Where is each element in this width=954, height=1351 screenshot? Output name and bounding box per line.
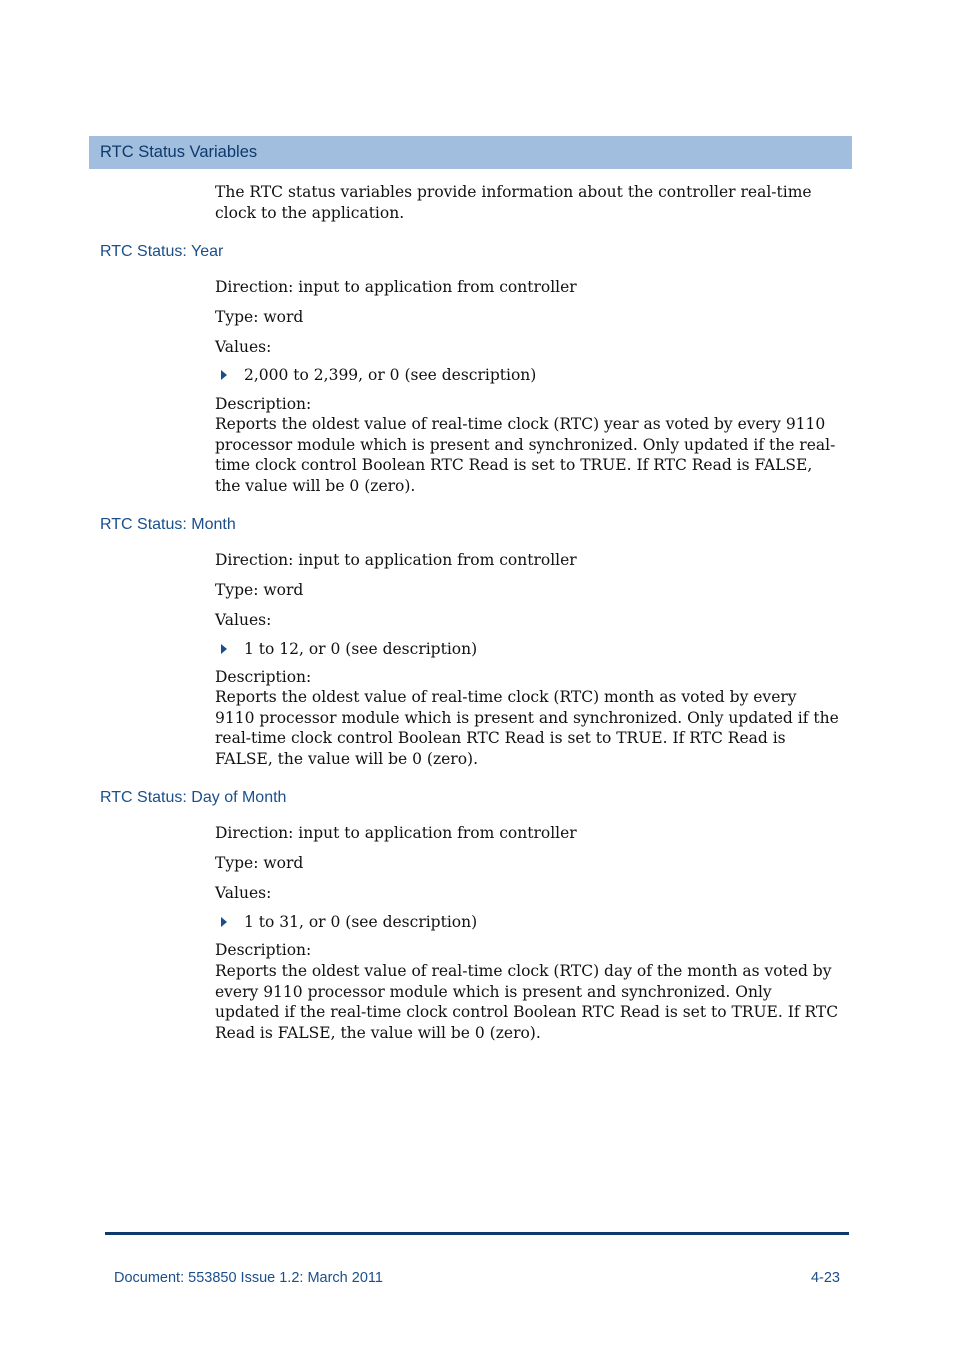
type-text: Type: word	[215, 308, 304, 326]
section-title: RTC Status Variables	[100, 143, 258, 161]
section-header-bar	[89, 136, 852, 169]
footer-document-info: Document: 553850 Issue 1.2: March 2011	[114, 1270, 383, 1286]
page-number: 4-23	[810, 1270, 840, 1286]
description-label: Description:	[215, 395, 312, 413]
description-text: Reports the oldest value of real-time clock (RTC) day of the month as voted by every 9110 processor module which is present and synchronized. Only updated if the real-time clock control Boolean RTC Read is set to TRUE. If RTC Read is FALSE, the value will be 0 (zero).	[215, 962, 839, 1042]
subheading-day-of-month: RTC Status: Day of Month	[100, 789, 287, 806]
type-text: Type: word	[215, 854, 304, 872]
value-range-text: 1 to 31, or 0 (see description)	[244, 913, 478, 931]
subheading-month: RTC Status: Month	[100, 516, 236, 533]
description-label: Description:	[215, 941, 312, 959]
triangle-bullet-icon	[221, 644, 227, 654]
description-label: Description:	[215, 668, 312, 686]
description-text: Reports the oldest value of real-time clock (RTC) month as voted by every 9110 processor module which is present and synchronized. Only updated if the real-time clock control Boolean RTC Read is set to TRUE. If RTC Read is FALSE, the value will be 0 (zero).	[215, 688, 839, 768]
value-range-text: 1 to 12, or 0 (see description)	[244, 640, 478, 658]
values-label: Values:	[215, 611, 272, 629]
values-label: Values:	[215, 338, 272, 356]
type-text: Type: word	[215, 581, 304, 599]
values-label: Values:	[215, 884, 272, 902]
description-text: Reports the oldest value of real-time clock (RTC) year as voted by every 9110 processor module which is present and synchronized. Only updated if the real-time clock control Boolean RTC Read is set to TRUE. If RTC Read is FALSE, the value will be 0 (zero).	[215, 415, 836, 495]
value-range-text: 2,000 to 2,399, or 0 (see description)	[244, 366, 537, 384]
direction-text: Direction: input to application from controller	[215, 551, 577, 569]
footer-divider	[105, 1232, 849, 1235]
direction-text: Direction: input to application from controller	[215, 278, 577, 296]
direction-text: Direction: input to application from controller	[215, 824, 577, 842]
triangle-bullet-icon	[221, 370, 227, 380]
section-intro: The RTC status variables provide information about the controller real-time clock to the application.	[215, 183, 812, 222]
subheading-year: RTC Status: Year	[100, 243, 224, 260]
triangle-bullet-icon	[221, 917, 227, 927]
